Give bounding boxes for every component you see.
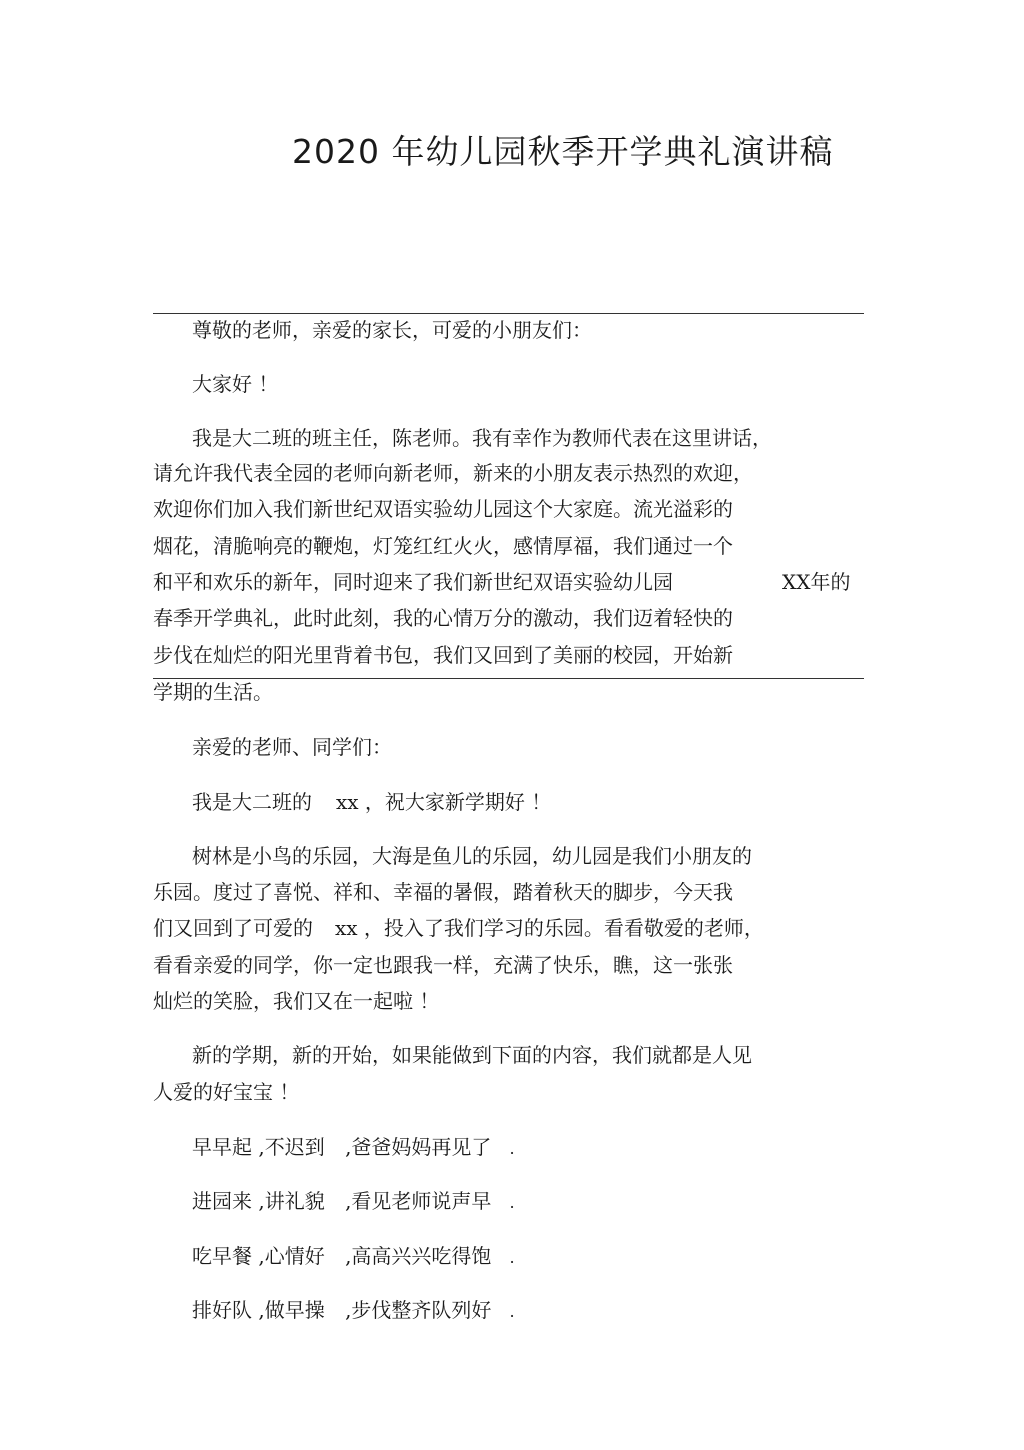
intro-name: xx ，祝大家新学期好 ！ (336, 790, 552, 814)
rhyme-2-d: . (509, 1193, 515, 1212)
intro-line (192, 790, 551, 814)
rhyme-1-a: 早早起 (192, 1135, 252, 1159)
rhyme-1-d: . (509, 1139, 515, 1158)
paragraph-2-line-1: 树林是小鸟的乐园，大海是鱼儿的乐园，幼儿园是我们小朋友的 (192, 844, 752, 868)
paragraph-1-line-7: 步伐在灿烂的阳光里背着书包，我们又回到了美丽的校园，开始新 (153, 643, 733, 667)
paragraph-2-line-2: 乐园。度过了喜悦、祥和、幸福的暑假，踏着秋天的脚步，今天我 (153, 880, 733, 904)
rhyme-1-c: ,爸爸妈妈再见了 (338, 1135, 492, 1159)
paragraph-1-line-5-tail: XX年的 (782, 570, 851, 594)
rhyme-4-a: 排好队 (192, 1298, 252, 1322)
greeting: 尊敬的老师，亲爱的家长，可爱的小朋友们： (192, 318, 592, 342)
rhyme-4-b: ,做早操 (252, 1298, 325, 1322)
paragraph-1-line-3: 欢迎你们加入我们新世纪双语实验幼儿园这个大家庭。流光溢彩的 (153, 497, 733, 521)
top-rule (153, 313, 864, 314)
paragraph-1-line-6: 春季开学典礼，此时此刻，我的心情万分的激动，我们迈着轻快的 (153, 606, 733, 630)
paragraph-3-line-2: 人爱的好宝宝 ！ (153, 1080, 300, 1104)
rhyme-line-2 (192, 1189, 515, 1215)
rhyme-3-c: ,高高兴兴吃得饱 (338, 1244, 492, 1268)
paragraph-2-line-3-a: 们又回到了可爱的 (153, 916, 313, 940)
middle-rule (153, 678, 864, 679)
paragraph-1-line-4: 烟花，清脆响亮的鞭炮，灯笼红红火火，感情厚福，我们通过一个 (153, 534, 733, 558)
rhyme-4-c: ,步伐整齐队列好 (338, 1298, 492, 1322)
rhyme-3-b: ,心情好 (252, 1244, 325, 1268)
paragraph-1-line-2: 请允许我代表全园的老师向新老师，新来的小朋友表示热烈的欢迎， (153, 461, 753, 485)
page-title: 2020 年幼儿园秋季开学典礼演讲稿 (292, 132, 834, 171)
paragraph-1-line-8: 学期的生活。 (153, 680, 273, 704)
rhyme-2-b: ,讲礼貌 (252, 1189, 325, 1213)
paragraph-1-line-1: 我是大二班的班主任，陈老师。我有幸作为教师代表在这里讲话， (192, 426, 772, 450)
rhyme-2-a: 进园来 (192, 1189, 252, 1213)
hello: 大家好 ！ (192, 372, 279, 396)
rhyme-1-b: ,不迟到 (252, 1135, 325, 1159)
rhyme-4-d: . (509, 1302, 515, 1321)
intro-text: 我是大二班的 (192, 790, 312, 814)
greeting-2: 亲爱的老师、同学们： (192, 735, 392, 759)
paragraph-2-line-4: 看看亲爱的同学，你一定也跟我一样，充满了快乐，瞧，这一张张 (153, 953, 733, 977)
paragraph-2-line-5: 灿烂的笑脸，我们又在一起啦 ！ (153, 989, 440, 1013)
rhyme-line-4 (192, 1298, 515, 1324)
rhyme-3-d: . (509, 1248, 515, 1267)
rhyme-line-3 (192, 1244, 515, 1270)
rhyme-2-c: ,看见老师说声早 (338, 1189, 492, 1213)
paragraph-3-line-1: 新的学期，新的开始，如果能做到下面的内容，我们就都是人见 (192, 1043, 752, 1067)
rhyme-line-1 (192, 1135, 515, 1161)
paragraph-2-line-3 (153, 916, 764, 940)
paragraph-1-line-5: 和平和欢乐的新年，同时迎来了我们新世纪双语实验幼儿园 (153, 570, 673, 594)
paragraph-2-line-3-b: xx ，投入了我们学习的乐园。看看敬爱的老师， (335, 916, 764, 940)
rhyme-3-a: 吃早餐 (192, 1244, 252, 1268)
